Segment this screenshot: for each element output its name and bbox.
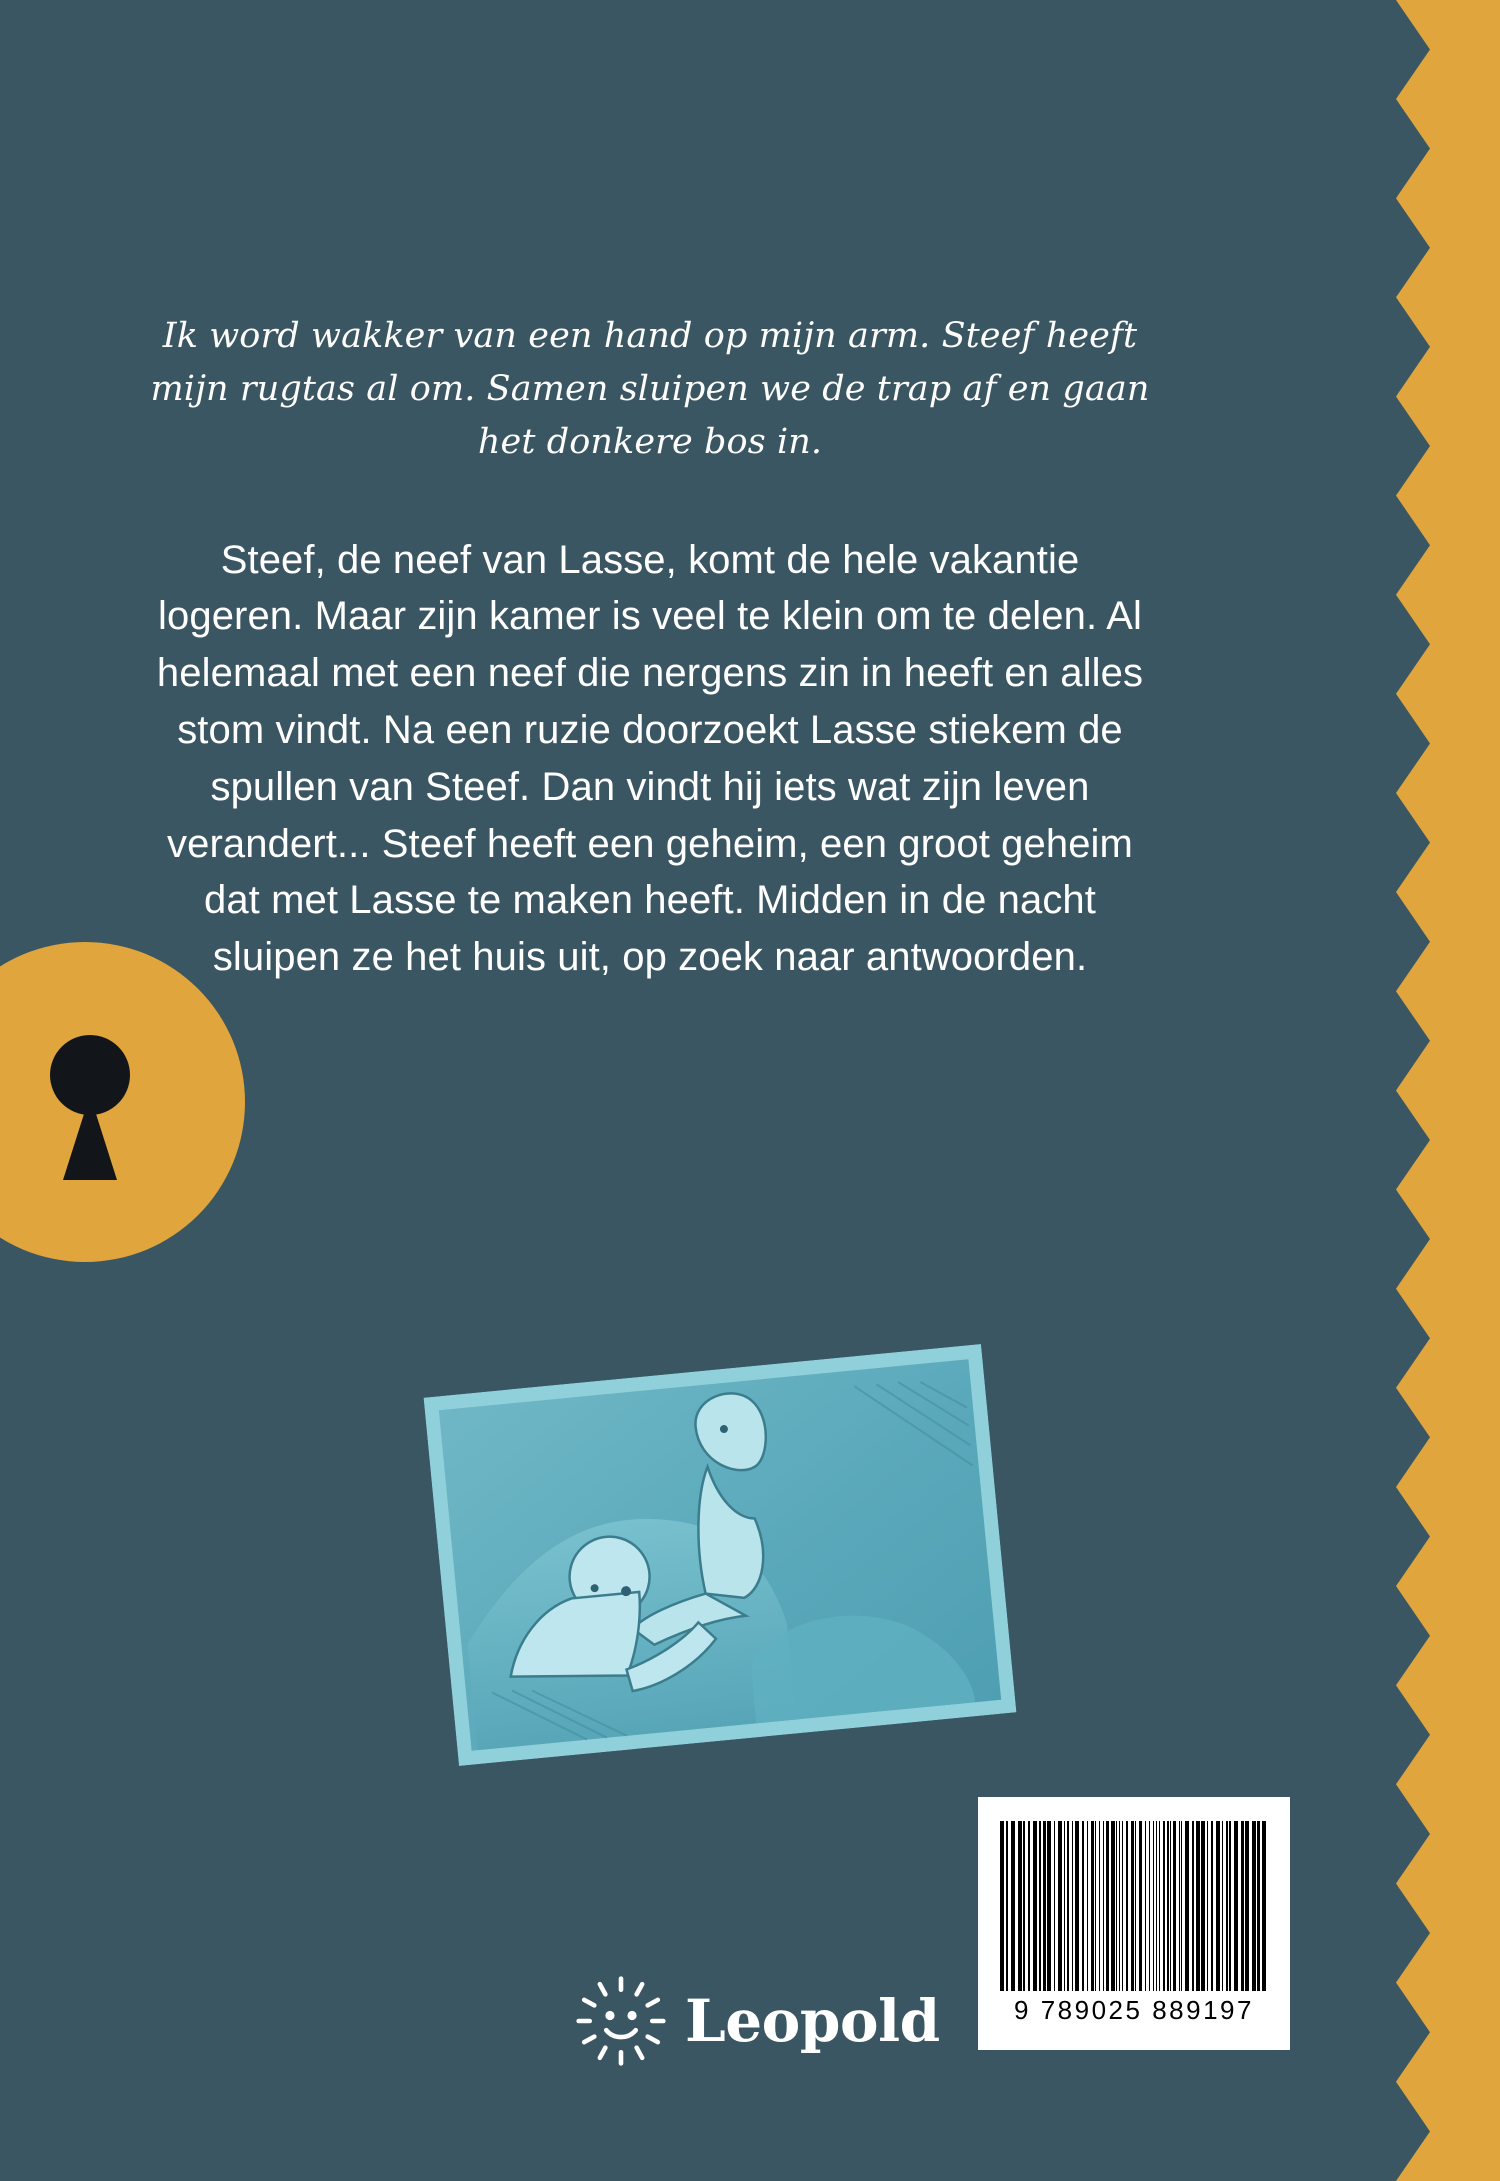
pull-quote: Ik word wakker van een hand op mijn arm. Steef heeft mijn rugtas al om. Samen sluipen we de trap af en gaan het donkere bos in. [150, 316, 1150, 463]
back-cover-text [150, 275, 1150, 1026]
barcode [978, 1797, 1290, 2050]
sun-face-icon [575, 1975, 667, 2067]
barcode-icon [1000, 1821, 1268, 1991]
children-on-bed-illustration [424, 1344, 1017, 1766]
keyhole-icon [47, 1035, 133, 1180]
gold-band [1430, 0, 1500, 2181]
blurb-text: Steef, de neef van Lasse, komt de hele vakantie logeren. Maar zijn kamer is veel te klein om te delen. Al helemaal met een neef die nergens zin in heeft en alles stom vindt. Na een ruzie doorzoekt Lasse stiekem de spullen van Steef. Dan vindt hij iets wat zijn leven verandert... Steef heeft een geheim, een groot geheim dat met Lasse te maken heeft. Midden in de nacht sluipen ze het huis uit, op zoek naar antwoorden. [156, 537, 1144, 980]
publisher-logo [575, 1975, 940, 2067]
barcode-number: 9 789025 889197 [1014, 1995, 1254, 2025]
zigzag-border-icon [1396, 0, 1430, 2181]
publisher-name: Leopold [685, 1987, 940, 2055]
